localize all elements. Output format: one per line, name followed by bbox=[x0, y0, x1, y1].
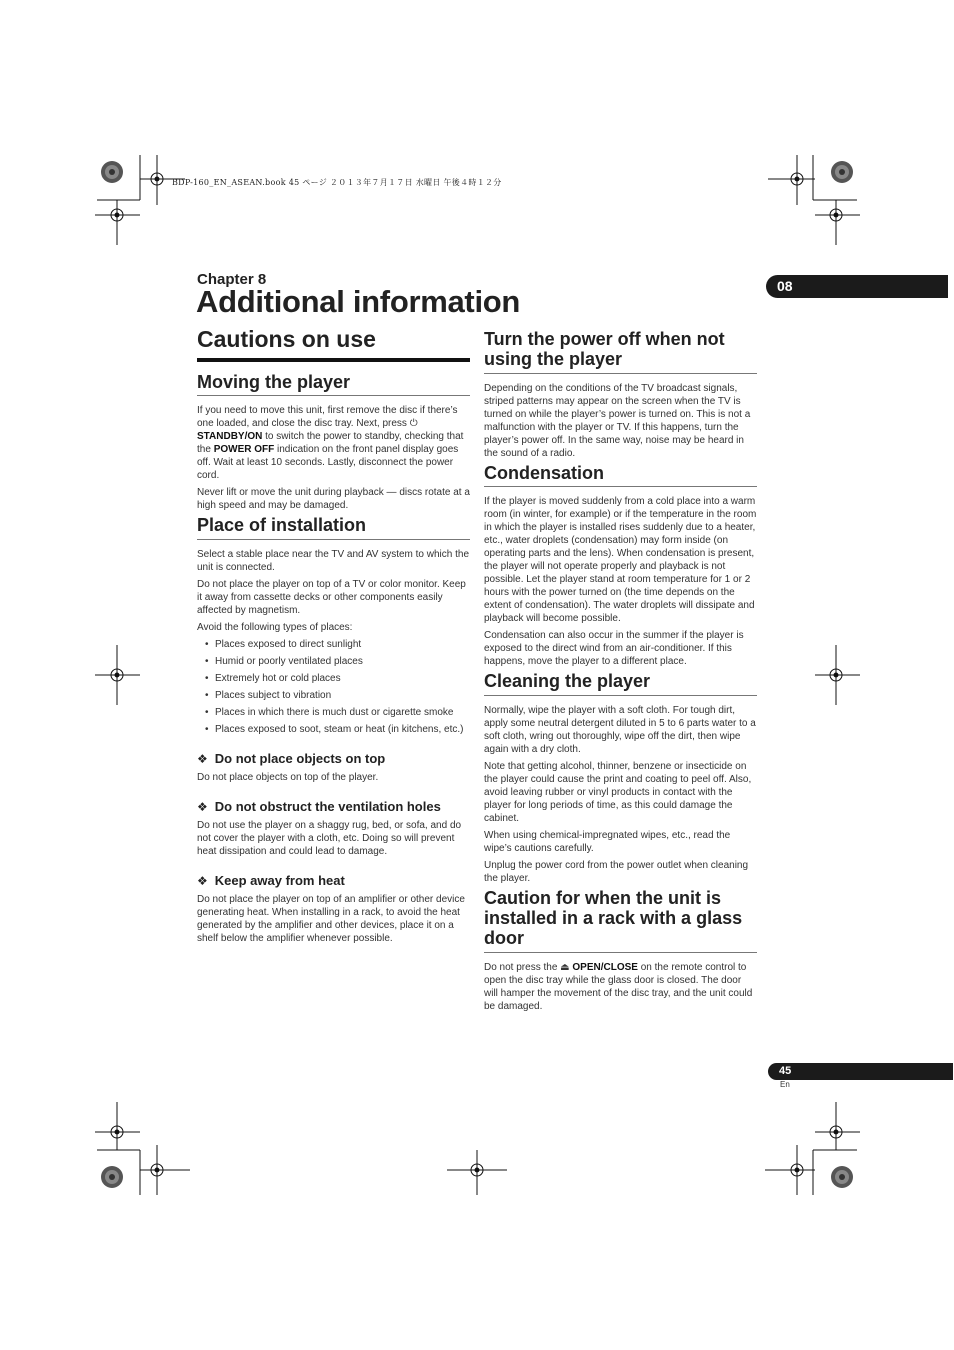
left-column bbox=[197, 326, 470, 949]
crosshair-mark-mid-right bbox=[815, 645, 860, 705]
target-circle-bottom-right bbox=[831, 1166, 853, 1188]
crosshair-mark-bottom-left-2 bbox=[140, 1145, 190, 1195]
heading-keep-away-heat: ❖ Keep away from heat bbox=[197, 873, 345, 889]
moving-paragraph-2: Never lift or move the unit during playback — discs rotate at a high speed and may be damaged. bbox=[197, 487, 470, 512]
crosshair-mark-bottom-right bbox=[815, 1102, 860, 1150]
print-header: BDP-160_EN_ASEAN.book 45 ページ ２０１３年７月１７日 水曜日 午後４時１２分 bbox=[172, 178, 502, 187]
installation-paragraph-3: Avoid the following types of places: bbox=[197, 622, 353, 634]
list-item: • Places exposed to soot, steam or heat (in kitchens, etc.) bbox=[197, 723, 470, 736]
heading-rack-glass-door: Caution for when the unit is installed in a rack with a glass door bbox=[484, 889, 757, 952]
power-off-label: POWER OFF bbox=[213, 444, 275, 456]
crosshair-mark-bottom-right-2 bbox=[765, 1145, 815, 1195]
no-objects-text: Do not place objects on top of the player. bbox=[197, 772, 379, 784]
cleaning-paragraph-4: Unplug the power cord from the power outlet when cleaning the player. bbox=[484, 860, 749, 885]
crosshair-mark-top-right bbox=[815, 200, 860, 245]
list-item: • Humid or poorly ventilated places bbox=[197, 655, 470, 668]
eject-icon: ⏏ bbox=[560, 961, 570, 973]
target-circle-bottom-left bbox=[101, 1166, 123, 1188]
diamond-icon: ❖ bbox=[197, 874, 208, 889]
list-item: • Extremely hot or cold places bbox=[197, 672, 470, 685]
cleaning-paragraph-1: Normally, wipe the player with a soft cloth. For tough dirt, apply some neutral detergent diluted in 5 to 6 parts water to a soft cloth, wring out thoroughly, wipe off the dirt, then wipe again with a dry cloth. bbox=[484, 705, 756, 756]
crosshair-mark-top-right-2 bbox=[768, 155, 815, 205]
chapter-tab: 08 bbox=[766, 275, 948, 298]
heading-condensation: Condensation bbox=[484, 464, 757, 488]
target-circle-top-right bbox=[831, 161, 853, 183]
condensation-paragraph-1: If the player is moved suddenly from a cold place into a warm room (in winter, for example) or if the temperature in the room in which the player is installed rises suddenly due to a heater, etc., water droplets (condensation) may form inside (on operating parts and the lens). When condensation is present, the player will not operate properly and playback is not possible. Let the player stand at room temperature for 1 or 2 hours with the power turned on (the time depends on the extent of condensation). The water droplets will dissipate and playback will become possible. bbox=[484, 496, 757, 625]
chapter-label: Chapter 8 bbox=[197, 271, 267, 288]
crosshair-mark-top-left bbox=[95, 200, 140, 245]
target-circle-top-left bbox=[101, 161, 123, 183]
right-column bbox=[484, 330, 757, 1017]
language-label: En bbox=[780, 1080, 790, 1089]
cleaning-paragraph-2: Note that getting alcohol, thinner, benzene or insecticide on the player could cause the print and coating to peel off. Also, avoid leaving rubber or vinyl products in contact with the player for long periods of time, as this could damage the cabinet. bbox=[484, 761, 752, 825]
list-item: • Places in which there is much dust or cigarette smoke bbox=[197, 706, 470, 719]
crosshair-mark-bottom-center bbox=[447, 1150, 507, 1195]
diamond-icon: ❖ bbox=[197, 752, 208, 767]
page-title: Additional information bbox=[196, 284, 521, 319]
rack-paragraph: Do not press the ⏏ OPEN/CLOSE on the remote control to open the disc tray while the glass door is closed. The door will hamper the movement of the disc tray, and the unit could be damaged. bbox=[484, 961, 753, 1012]
page-number-tab: 45 bbox=[768, 1063, 953, 1080]
power-paragraph-1: Depending on the conditions of the TV broadcast signals, striped patterns may appear on the screen when the TV is turned on while the player’s power is turned on. This is not a malfunction with the player or TV. If this happens, turn the player’s power off. In the same way, noise may be heard in the sound of a radio. bbox=[484, 382, 751, 459]
heading-place-installation: Place of installation bbox=[197, 516, 470, 540]
standby-on-label: STANDBY/ON bbox=[197, 431, 263, 443]
standby-power-icon: ⏻ bbox=[409, 418, 418, 430]
crosshair-mark-bottom-left bbox=[95, 1102, 140, 1150]
ventilation-text: Do not use the player on a shaggy rug, bed, or sofa, and do not cover the player with a cloth, etc. Doing so will prevent heat dissipation and could lead to damage. bbox=[197, 820, 462, 858]
section-title-cautions: Cautions on use bbox=[197, 326, 470, 362]
installation-paragraph-2: Do not place the player on top of a TV or color monitor. Keep it away from cassette decks or other components easily affected by magnetism. bbox=[197, 579, 466, 617]
heat-text: Do not place the player on top of an amplifier or other device generating heat. When installing in a rack, to avoid the heat generated by the amplifier and other devices, place it on a shelf below the amplifier whenever possible. bbox=[197, 894, 465, 945]
list-item: • Places exposed to direct sunlight bbox=[197, 638, 470, 651]
avoid-places-list bbox=[197, 638, 470, 736]
condensation-paragraph-2: Condensation can also occur in the summer if the player is exposed to the direct wind from an air-conditioner. If this happens, move the player to a different place. bbox=[484, 630, 744, 668]
heading-moving-player: Moving the player bbox=[197, 373, 470, 397]
cleaning-paragraph-3: When using chemical-impregnated wipes, etc., read the wipe’s cautions carefully. bbox=[484, 830, 731, 855]
heading-cleaning: Cleaning the player bbox=[484, 672, 757, 696]
list-item: • Places subject to vibration bbox=[197, 689, 470, 702]
heading-power-off: Turn the power off when not using the player bbox=[484, 330, 757, 374]
crosshair-mark-mid-left bbox=[95, 645, 140, 705]
heading-ventilation: ❖ Do not obstruct the ventilation holes bbox=[197, 799, 441, 815]
open-close-label: OPEN/CLOSE bbox=[572, 961, 638, 973]
diamond-icon: ❖ bbox=[197, 800, 208, 815]
installation-paragraph-1: Select a stable place near the TV and AV system to which the unit is connected. bbox=[197, 549, 470, 574]
heading-no-objects: ❖ Do not place objects on top bbox=[197, 751, 386, 767]
moving-paragraph-1: If you need to move this unit, first remove the disc if there’s one loaded, and close the disc tray. Next, press ⏻ STANDBY/ON to switch the power to standby, checking that the POWER OFF indication on the front panel display goes off. Wait at least 10 seconds. Lastly, disconnect the power cord. bbox=[197, 405, 464, 482]
